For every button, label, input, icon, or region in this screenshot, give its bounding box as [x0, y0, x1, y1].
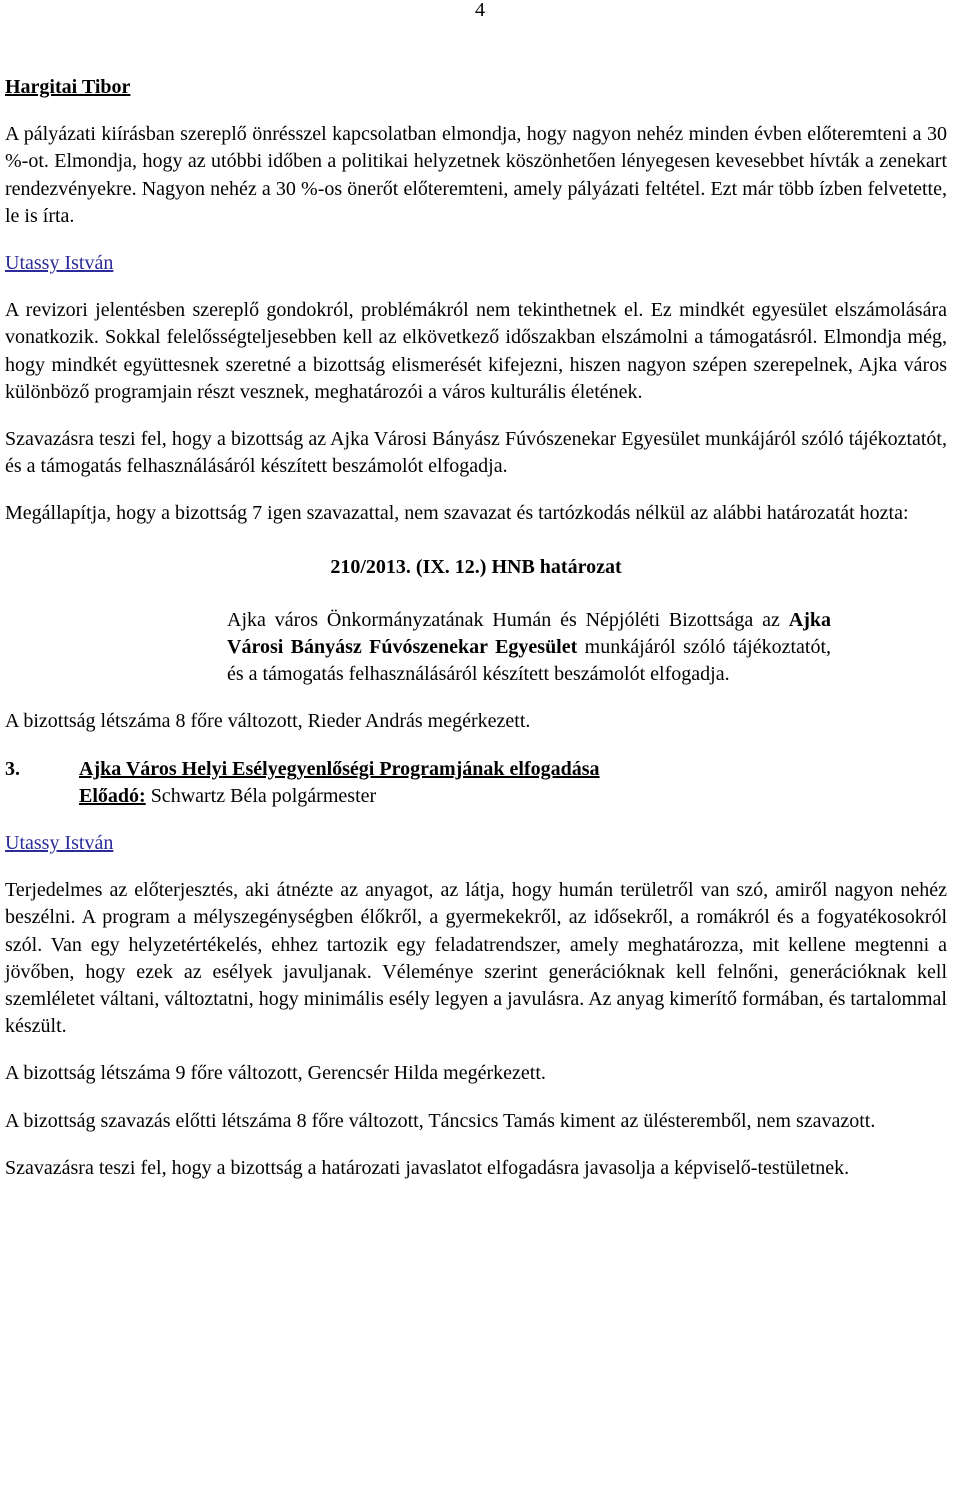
- presenter-name: Schwartz Béla polgármester: [145, 784, 377, 807]
- agenda-item-title: Ajka Város Helyi Esélyegyenlőségi Programjának elfogadása: [79, 757, 600, 780]
- speaker-heading: [5, 74, 947, 101]
- decision-text-part: Ajka város Önkormányzatának Humán és Népjóléti Bizottsága az: [227, 608, 789, 631]
- agenda-item-number: 3.: [5, 757, 20, 780]
- decision-title-text: 210/2013. (IX. 12.) HNB határozat: [330, 555, 622, 578]
- paragraph: Megállapítja, hogy a bizottság 7 igen szavazattal, nem szavazat és tartózkodás nélkül az alábbi határozatát hozta:: [5, 502, 909, 525]
- presenter-label: Előadó:: [79, 784, 146, 807]
- decision-title: [5, 554, 947, 581]
- decision-text: [227, 607, 831, 689]
- speaker-name: Hargitai Tibor: [5, 76, 131, 98]
- paragraph: Szavazásra teszi fel, hogy a bizottság az Ajka Városi Bányász Fúvószenekar Egyesület munkájáról szóló tájékoztatót, és a támogatás felhasználásáról készített beszámolót elfogadja.: [5, 428, 947, 478]
- speaker-name: Utassy István: [5, 832, 114, 855]
- document-body: [5, 74, 947, 1182]
- paragraph: Szavazásra teszi fel, hogy a bizottság a határozati javaslatot elfogadásra javasolja a képviselő-testületnek.: [5, 1156, 850, 1179]
- decision-text-part: munkájáról szóló tájékoztatót, és a támogatás felhasználásáról készített beszámolót elfogadja.: [227, 636, 831, 686]
- paragraph: A bizottság szavazás előtti létszáma 8 főre változott, Táncsics Tamás kiment az ülésteremből, nem szavazott.: [5, 1109, 876, 1132]
- decision-text-bold: Ajka Városi Bányász Fúvószenekar Egyesület: [227, 608, 831, 659]
- paragraph: A bizottság létszáma 9 főre változott, Gerencsér Hilda megérkezett.: [5, 1062, 546, 1085]
- speaker-heading: [5, 830, 947, 857]
- page-number: 4: [475, 0, 485, 21]
- presenter-line: [79, 783, 947, 810]
- paragraph: A pályázati kiírásban szereplő önrésszel kapcsolatban elmondja, hogy nagyon nehéz minden évben előteremteni a 30 %-ot. Elmondja, hogy az utóbbi időben a politikai helyzetnek köszönhetően lényegesen kevesebbet hívták a zenekart rendezvényekre. Nagyon nehéz a 30 %-os önerőt előteremteni, amely pályázati feltétel. Ezt már több ízben felvetette, le is írta.: [5, 123, 947, 227]
- paragraph: A revizori jelentésben szereplő gondokról, problémákról nem tekinthetnek el. Ez mindkét egyesület elszámolására vonatkozik. Sokkal felelősségteljesebben kell az elkövetkező időszakban elszámolni a támogatásról. Elmondja még, hogy mindkét együttesnek szeretné a bizottság elismerését kifejezni, hiszen nagyon szépen szerepelnek, Ajka város különböző programjain részt vesznek, meghatározói a város kulturális életének.: [5, 299, 947, 403]
- speaker-heading: [5, 250, 947, 277]
- agenda-item: [5, 756, 947, 810]
- paragraph: Terjedelmes az előterjesztés, aki átnézte az anyagot, az látja, hogy humán területről van szó, amiről nagyon nehéz beszélni. A program a mélyszegénységben élőkről, a gyermekekről, az idősekről, a romákról és a fogyatékosokról szól. Van egy helyzetértékelés, ehhez tartozik egy feladatrendszer, amely meghatározza, mit kellene megtenni a jövőben, hogy ezek az esélyek javuljanak. Véleménye szerint generációknak kell felnőni, generációknak kell szemléletet váltani, változtatni, hogy minimális esély legyen a javulásra. Az anyag kimerítő formában, és tartalommal készült.: [5, 879, 947, 1038]
- speaker-name: Utassy István: [5, 252, 114, 275]
- paragraph: A bizottság létszáma 8 főre változott, Rieder András megérkezett.: [5, 710, 531, 733]
